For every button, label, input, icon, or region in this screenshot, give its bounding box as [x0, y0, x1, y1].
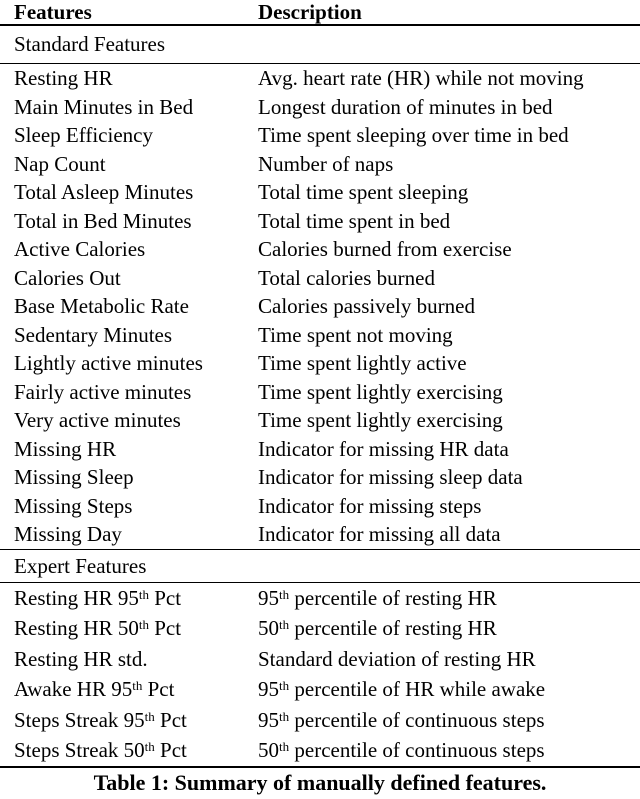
description-cell: Total time spent sleeping [258, 180, 469, 204]
feature-cell: Resting HR 50th Pct [14, 616, 182, 640]
table-row [0, 674, 640, 705]
superscript-ordinal: th [144, 708, 155, 724]
column-header-features: Features [14, 0, 92, 24]
feature-cell: Missing Sleep [14, 465, 134, 489]
table-row [0, 150, 640, 179]
superscript-ordinal: th [279, 586, 290, 602]
feature-cell: Total Asleep Minutes [14, 180, 194, 204]
table-row [0, 378, 640, 407]
feature-cell: Total in Bed Minutes [14, 208, 192, 233]
description-cell: 50th percentile of resting HR [258, 616, 497, 640]
table-header-row [0, 0, 640, 24]
description-cell: Indicator for missing all data [258, 522, 501, 546]
table-row [0, 463, 640, 492]
feature-cell: Lightly active minutes [14, 351, 203, 375]
feature-cell: Fairly active minutes [14, 379, 192, 404]
superscript-ordinal: th [279, 617, 290, 632]
description-cell: Standard deviation of resting HR [258, 646, 536, 671]
description-cell: Total time spent in bed [258, 208, 451, 233]
table-row [0, 264, 640, 293]
column-header-description: Description [258, 0, 362, 24]
table-row [0, 207, 640, 236]
description-cell: Time spent not moving [258, 322, 453, 347]
feature-cell: Very active minutes [14, 408, 181, 432]
description-cell: 95th percentile of resting HR [258, 585, 497, 610]
description-cell: Calories passively burned [258, 294, 475, 318]
feature-cell: Steps Streak 50th Pct [14, 738, 187, 762]
description-cell: Total calories burned [258, 265, 435, 290]
table-row [0, 292, 640, 321]
feature-cell: Missing Steps [14, 493, 133, 518]
feature-cell: Resting HR std. [14, 646, 148, 671]
description-cell: Avg. heart rate (HR) while not moving [258, 66, 584, 90]
table-row [0, 349, 640, 378]
table-row [0, 705, 640, 736]
section-title: Expert Features [0, 549, 640, 583]
feature-cell: Missing Day [14, 522, 122, 546]
table-row [0, 492, 640, 521]
feature-cell: Missing HR [14, 436, 117, 461]
table-row [0, 64, 640, 93]
superscript-ordinal: th [279, 678, 290, 693]
table-row [0, 321, 640, 350]
feature-cell: Nap Count [14, 151, 106, 176]
description-cell: Number of naps [258, 151, 394, 176]
description-cell: Time spent sleeping over time in bed [258, 123, 569, 147]
superscript-ordinal: th [279, 739, 290, 754]
feature-cell: Sleep Efficiency [14, 123, 153, 147]
description-cell: 50th percentile of continuous steps [258, 738, 545, 762]
feature-cell: Sedentary Minutes [14, 322, 173, 347]
feature-cell: Base Metabolic Rate [14, 294, 189, 318]
feature-cell: Resting HR [14, 66, 113, 90]
superscript-ordinal: th [132, 678, 143, 693]
description-cell: 95th percentile of continuous steps [258, 707, 545, 732]
feature-cell: Awake HR 95th Pct [14, 677, 175, 701]
superscript-ordinal: th [138, 586, 149, 602]
description-cell: Time spent lightly exercising [258, 379, 503, 404]
description-cell: 95th percentile of HR while awake [258, 677, 546, 701]
table-caption: Table 1: Summary of manually defined features. [93, 770, 547, 795]
table-body [0, 26, 640, 766]
superscript-ordinal: th [279, 708, 290, 724]
table-row [0, 735, 640, 766]
description-cell: Indicator for missing steps [258, 493, 482, 518]
table-row [0, 178, 640, 207]
feature-cell: Active Calories [14, 237, 146, 261]
description-cell: Longest duration of minutes in bed [258, 94, 553, 119]
table-row [0, 121, 640, 150]
feature-cell: Steps Streak 95th Pct [14, 707, 187, 732]
feature-cell: Calories Out [14, 265, 121, 290]
table-row [0, 435, 640, 464]
description-cell: Time spent lightly exercising [258, 408, 503, 432]
table-row [0, 93, 640, 122]
description-cell: Calories burned from exercise [258, 237, 512, 261]
table-section [0, 549, 640, 766]
section-title: Standard Features [0, 26, 640, 64]
description-cell: Time spent lightly active [258, 351, 467, 375]
description-cell: Indicator for missing HR data [258, 436, 509, 461]
table-row [0, 583, 640, 614]
table-section [0, 26, 640, 549]
table-row [0, 613, 640, 644]
description-cell: Indicator for missing sleep data [258, 465, 523, 489]
table-row [0, 235, 640, 264]
table-row [0, 644, 640, 675]
table-row [0, 406, 640, 435]
superscript-ordinal: th [138, 617, 149, 632]
table-row [0, 520, 640, 549]
superscript-ordinal: th [144, 739, 155, 754]
feature-cell: Resting HR 95th Pct [14, 585, 182, 610]
feature-cell: Main Minutes in Bed [14, 94, 194, 119]
